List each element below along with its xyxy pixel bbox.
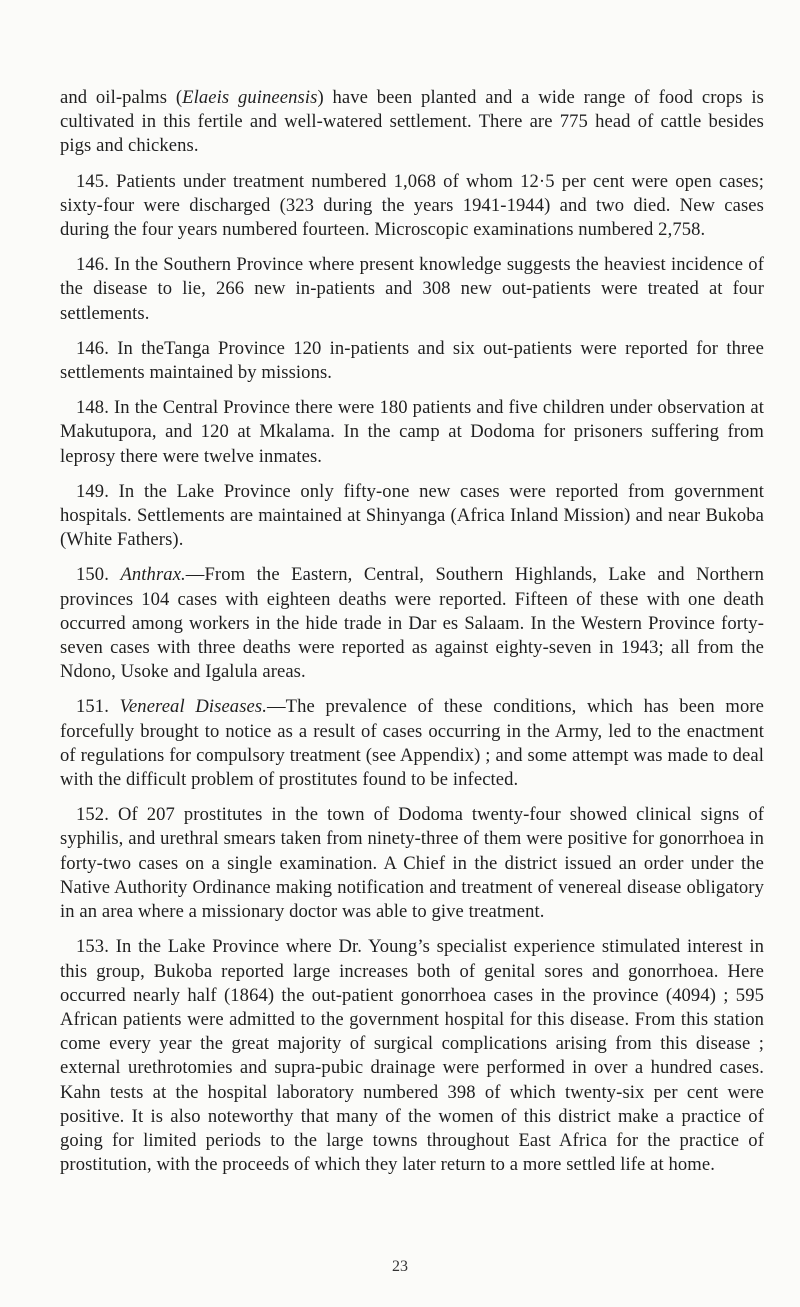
paragraph-number: 150.: [76, 564, 109, 586]
paragraph-text: ) have been planted and a wide range of food crops is cultivated in this fertile and well-watered settlement. There are 775 head of cattle besides pigs and chickens.: [60, 87, 764, 157]
section-heading-italic: Venereal Diseases.: [119, 696, 267, 718]
paragraph-text: In theTanga Province 120 in-patients and six out-patients were reported for three settlements maintained by missions.: [60, 337, 764, 384]
paragraph-146-tanga: [60, 337, 764, 385]
paragraph-number: 153.: [76, 936, 109, 958]
paragraph-number: 152.: [76, 804, 109, 826]
paragraph-number: 146.: [76, 254, 109, 276]
paragraph-number: 149.: [76, 480, 109, 502]
paragraph-151: [60, 695, 764, 792]
paragraph-text: In the Central Province there were 180 patients and five children under observation at Makutupora, and 120 at Mkalama. In the camp at Dodoma for prisoners suffering from leprosy there were twelve inmates.: [60, 397, 765, 467]
paragraph-text: —From the Eastern, Central, Southern Highlands, Lake and Northern provinces 104 cases with eighteen deaths were reported. Fifteen of these with one death occurred among workers in the hide trade in Dar es Salaam. In the Western Province forty-seven cases with three deaths were reported as against eighty-seven in 1943; all from the Ndono, Usoke and Igalula areas.: [60, 564, 765, 683]
paragraph-150: [60, 563, 764, 684]
page-number: 23: [392, 1258, 408, 1275]
paragraph-148: [60, 396, 764, 469]
paragraph-text: In the Lake Province only fifty-one new cases were reported from government hospitals. Settlements are maintained at Shinyanga (Africa Inland Mission) and near Bukoba (White Fathers).: [60, 480, 764, 551]
paragraph-text: Of 207 prostitutes in the town of Dodoma twenty-four showed clinical signs of syphilis, and urethral smears taken from ninety-three of them were positive for gonorrhoea in forty-two cases on a single examination. A Chief in the district issued an order under the Native Authority Ordinance making notification and treatment of venereal disease obligatory in an area where a missionary doctor was able to give treatment.: [60, 804, 765, 923]
paragraph-149: [60, 480, 764, 553]
section-heading-italic: Anthrax.: [120, 564, 186, 586]
paragraph-text: and oil-palms (: [60, 87, 183, 108]
paragraph-text: —The prevalence of these conditions, which has been more forcefully brought to notice as a result of cases occurring in the Army, led to the enactment of regulations for compulsory treatment (see Appendix) ; and some attempt was made to deal with the difficult problem of prostitutes found to be infected.: [60, 696, 764, 791]
paragraph-153: [60, 935, 764, 1177]
paragraph-145: [60, 170, 764, 243]
paragraph-text: In the Lake Province where Dr. Young’s specialist experience stimulated interest in this group, Bukoba reported large increases both of genital sores and gonorrhoea. Here occurred nearly half (1864) the out-patient gonorrhoea cases in the province (4094) ; 595 African patients were admitted to the government hospital for this disease. From this station come every year the great majority of surgical complications arising from this disease ; external urethrotomies and supra-pubic drainage were performed in over a hundred cases. Kahn tests at the hospital laboratory numbered 398 of which twenty-six per cent were positive. It is also noteworthy that many of the women of this district make a practice of going for limited periods to the large towns throughout East Africa for the practice of prostitution, with the proceeds of which they later return to a more settled life at home.: [60, 936, 764, 1176]
paragraph-number: 148.: [76, 397, 109, 419]
italic-term: Elaeis guineensis: [182, 87, 318, 108]
paragraph-text: In the Southern Province where present knowledge suggests the heaviest incidence of the disease to lie, 266 new in-patients and 308 new out-patients were treated at four settlements.: [60, 254, 764, 324]
paragraph-text: Patients under treatment numbered 1,068 of whom 12·5 per cent were open cases; sixty-four were discharged (323 during the years 1941-1944) and two died. New cases during the four years numbered fourteen. Microscopic examinations numbered 2,758.: [60, 170, 764, 241]
paragraph-number: 145.: [76, 170, 109, 192]
paragraph-152: [60, 803, 764, 924]
paragraph-continuation: [60, 86, 764, 159]
paragraph-number: 151.: [76, 696, 109, 718]
paragraph-number: 146.: [76, 337, 109, 359]
paragraph-146-southern: [60, 253, 764, 326]
